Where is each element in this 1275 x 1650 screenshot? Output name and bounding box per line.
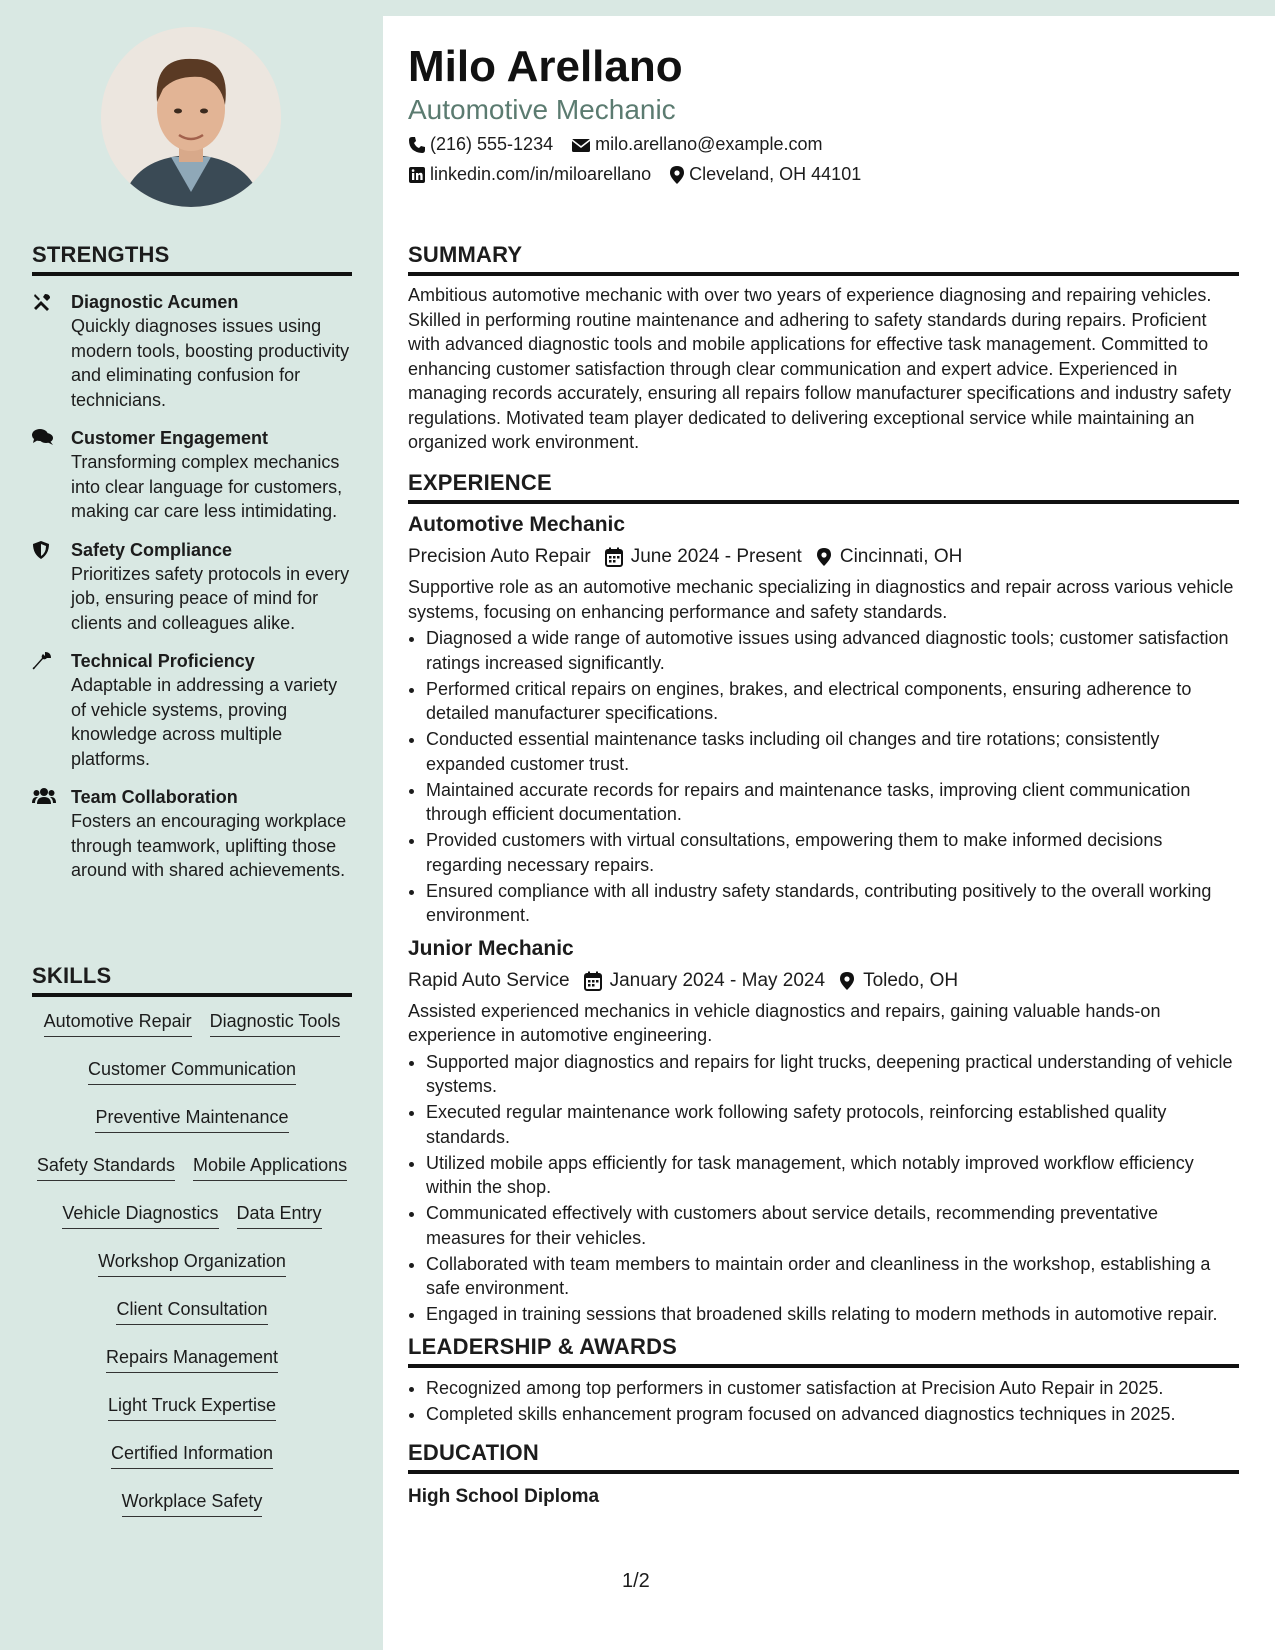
strength-title: Diagnostic Acumen [71, 292, 239, 312]
job-bullet: • Utilized mobile apps efficiently for task management, which notably improved workflow efficiency within the shop. [426, 1151, 1239, 1200]
strength-title: Customer Engagement [71, 428, 269, 448]
contact-row-1 [408, 134, 840, 155]
strength-title: Safety Compliance [71, 539, 233, 560]
map-pin-icon [839, 971, 855, 991]
skill-tag: Mobile Applications [193, 1147, 347, 1181]
job-bullet: • Supported major diagnostics and repairs for light trucks, deepening practical understanding of vehicle systems. [426, 1050, 1239, 1099]
job-location-text: Cincinnati, OH [839, 546, 963, 567]
skill-tag: Client Consultation [116, 1291, 267, 1325]
skills-heading: SKILLS [32, 963, 352, 997]
strength-description: Transforming complex mechanics into clear language for customers, making car care less intimidating. [71, 452, 343, 521]
users-icon [32, 787, 54, 807]
strength-description: Prioritizes safety protocols in every job, ensuring peace of mind for clients and colleagues alike. [71, 563, 350, 633]
job-entry-meta [408, 542, 1239, 572]
job-location [839, 966, 958, 996]
skill-tag: Certified Information [111, 1435, 273, 1469]
summary-section [408, 242, 1239, 455]
strength-item [32, 785, 352, 883]
job-bullet: • Conducted essential maintenance tasks including oil changes and tire rotations; consistently expanded customer trust. [426, 727, 1239, 776]
strength-description: Quickly diagnoses issues using modern tools, boosting productivity and eliminating confusion for technicians. [71, 316, 350, 410]
location-text: Cleveland, OH 44101 [689, 164, 862, 184]
skill-tag: Preventive Maintenance [95, 1099, 288, 1133]
company-name: Rapid Auto Service [408, 969, 570, 991]
summary-heading: SUMMARY [408, 242, 1239, 276]
calendar-icon [605, 547, 623, 567]
skills-section [32, 963, 352, 1531]
strength-item [32, 426, 352, 524]
job-entry-title: Automotive Mechanic [408, 513, 626, 536]
map-pin-icon [816, 547, 832, 567]
linkedin-text[interactable]: linkedin.com/in/miloarellano [430, 164, 652, 184]
strength-item [32, 649, 352, 771]
job-description: Assisted experienced mechanics in vehicle diagnostics and repairs, gaining valuable hands-on experience in automotive engineering. [408, 1000, 1161, 1045]
wrench-icon [32, 651, 54, 671]
job-bullet: • Provided customers with virtual consultations, empowering them to make informed decisions regarding necessary repairs. [426, 828, 1239, 877]
job-entry-title: Junior Mechanic [408, 936, 574, 960]
job-entry [408, 510, 1239, 928]
skill-tag: Diagnostic Tools [210, 1003, 341, 1037]
experience-section [408, 470, 1239, 1328]
job-bullet: • Collaborated with team members to maintain order and cleanliness in the workshop, establishing a safe environment. [426, 1252, 1239, 1301]
person-name: Milo Arellano [408, 42, 683, 91]
page-number: 1/2 [622, 1570, 650, 1592]
job-bullet: • Ensured compliance with all industry safety standards, contributing positively to the overall working environment. [426, 879, 1239, 928]
job-dates-text: June 2024 - Present [630, 546, 802, 567]
phone-text: (216) 555-1234 [430, 134, 554, 154]
email-text[interactable]: milo.arellano@example.com [595, 134, 823, 154]
skill-tag: Customer Communication [88, 1051, 296, 1085]
leadership-heading: LEADERSHIP & AWARDS [408, 1334, 1239, 1368]
strength-title: Team Collaboration [71, 787, 238, 807]
degree-title: High School Diploma [408, 1486, 600, 1507]
shield-icon [32, 540, 54, 560]
job-bullet: • Diagnosed a wide range of automotive issues using advanced diagnostic tools; customer satisfaction ratings increased significantly. [426, 626, 1239, 675]
main-content [383, 16, 1275, 1650]
award-item: • Recognized among top performers in customer satisfaction at Precision Auto Repair in 2025. [426, 1376, 1239, 1401]
strength-item [32, 538, 352, 636]
map-pin-icon [669, 165, 685, 185]
skill-tag: Safety Standards [37, 1147, 175, 1181]
strengths-section [32, 242, 352, 883]
skill-tag: Vehicle Diagnostics [62, 1195, 218, 1229]
phone-contact [408, 134, 553, 155]
leadership-section [408, 1334, 1239, 1428]
skill-tag: Repairs Management [106, 1339, 278, 1373]
job-description: Supportive role as an automotive mechanic specializing in diagnostics and repair across various vehicle systems, focusing on enhancing performance and safety standards. [408, 577, 1234, 622]
email-contact[interactable] [571, 134, 822, 155]
job-dates [584, 966, 825, 996]
job-title: Automotive Mechanic [408, 94, 676, 125]
sidebar [0, 0, 383, 1650]
avatar [101, 27, 281, 207]
chat-icon [32, 428, 54, 448]
job-bullet: • Executed regular maintenance work following safety protocols, reinforcing established quality standards. [426, 1100, 1239, 1149]
job-dates-text: January 2024 - May 2024 [609, 969, 826, 991]
contact-row-2 [408, 164, 879, 185]
skill-tag: Light Truck Expertise [108, 1387, 276, 1421]
job-entry-meta [408, 966, 1239, 996]
skill-tag: Workplace Safety [122, 1483, 263, 1517]
skill-tag: Automotive Repair [44, 1003, 192, 1037]
job-bullet: • Engaged in training sessions that broadened skills relating to modern methods in automotive repair. [426, 1302, 1239, 1327]
linkedin-contact[interactable] [408, 164, 651, 185]
strength-description: Adaptable in addressing a variety of vehicle systems, proving knowledge across multiple platforms. [71, 675, 338, 769]
leadership-list [408, 1376, 1239, 1427]
phone-icon [408, 136, 426, 154]
job-location-text: Toledo, OH [863, 969, 959, 991]
envelope-icon [571, 137, 591, 153]
linkedin-icon [408, 166, 426, 184]
experience-heading: EXPERIENCE [408, 470, 1239, 504]
summary-text: Ambitious automotive mechanic with over two years of experience diagnosing and repairing vehicles. Skilled in performing routine maintenance and adhering to safety standards during repairs. Proficient with advanced diagnostic tools and mobile applications for effective task management. Committed to enhancing customer satisfaction through clear communication and expert advice. Experienced in managing records accurately, ensuring all repairs follow manufacturer specifications and industry safety regulations. Motivated team player dedicated to delivering exceptional service while maintaining an organized work environment. [408, 285, 1232, 452]
skill-tag: Data Entry [237, 1195, 322, 1229]
job-dates [605, 542, 802, 572]
job-location [816, 542, 963, 572]
strength-title: Technical Proficiency [71, 651, 255, 671]
award-item: • Completed skills enhancement program focused on advanced diagnostics techniques in 2025. [426, 1402, 1239, 1427]
job-bullet: • Performed critical repairs on engines, brakes, and electrical components, ensuring adherence to detailed manufacturer specifications. [426, 677, 1239, 726]
education-section [408, 1440, 1239, 1512]
location-contact [669, 164, 861, 185]
education-heading: EDUCATION [408, 1440, 1239, 1474]
job-bullets [408, 1050, 1239, 1327]
skill-tag: Workshop Organization [98, 1243, 286, 1277]
job-entry [408, 934, 1239, 1327]
skills-list [32, 1003, 352, 1531]
company-name: Precision Auto Repair [408, 546, 591, 567]
profile-photo [101, 27, 281, 207]
strengths-heading: STRENGTHS [32, 242, 352, 276]
job-bullet: • Maintained accurate records for repairs and maintenance tasks, improving client communication through efficient documentation. [426, 778, 1239, 827]
strength-description: Fosters an encouraging workplace through teamwork, uplifting those around with shared achievements. [71, 811, 347, 880]
calendar-icon [584, 971, 602, 991]
job-bullet: • Communicated effectively with customers about service details, recommending preventative measures for their vehicles. [426, 1201, 1239, 1250]
job-bullets [408, 626, 1239, 928]
tools-icon [32, 292, 54, 312]
strength-item [32, 290, 352, 412]
